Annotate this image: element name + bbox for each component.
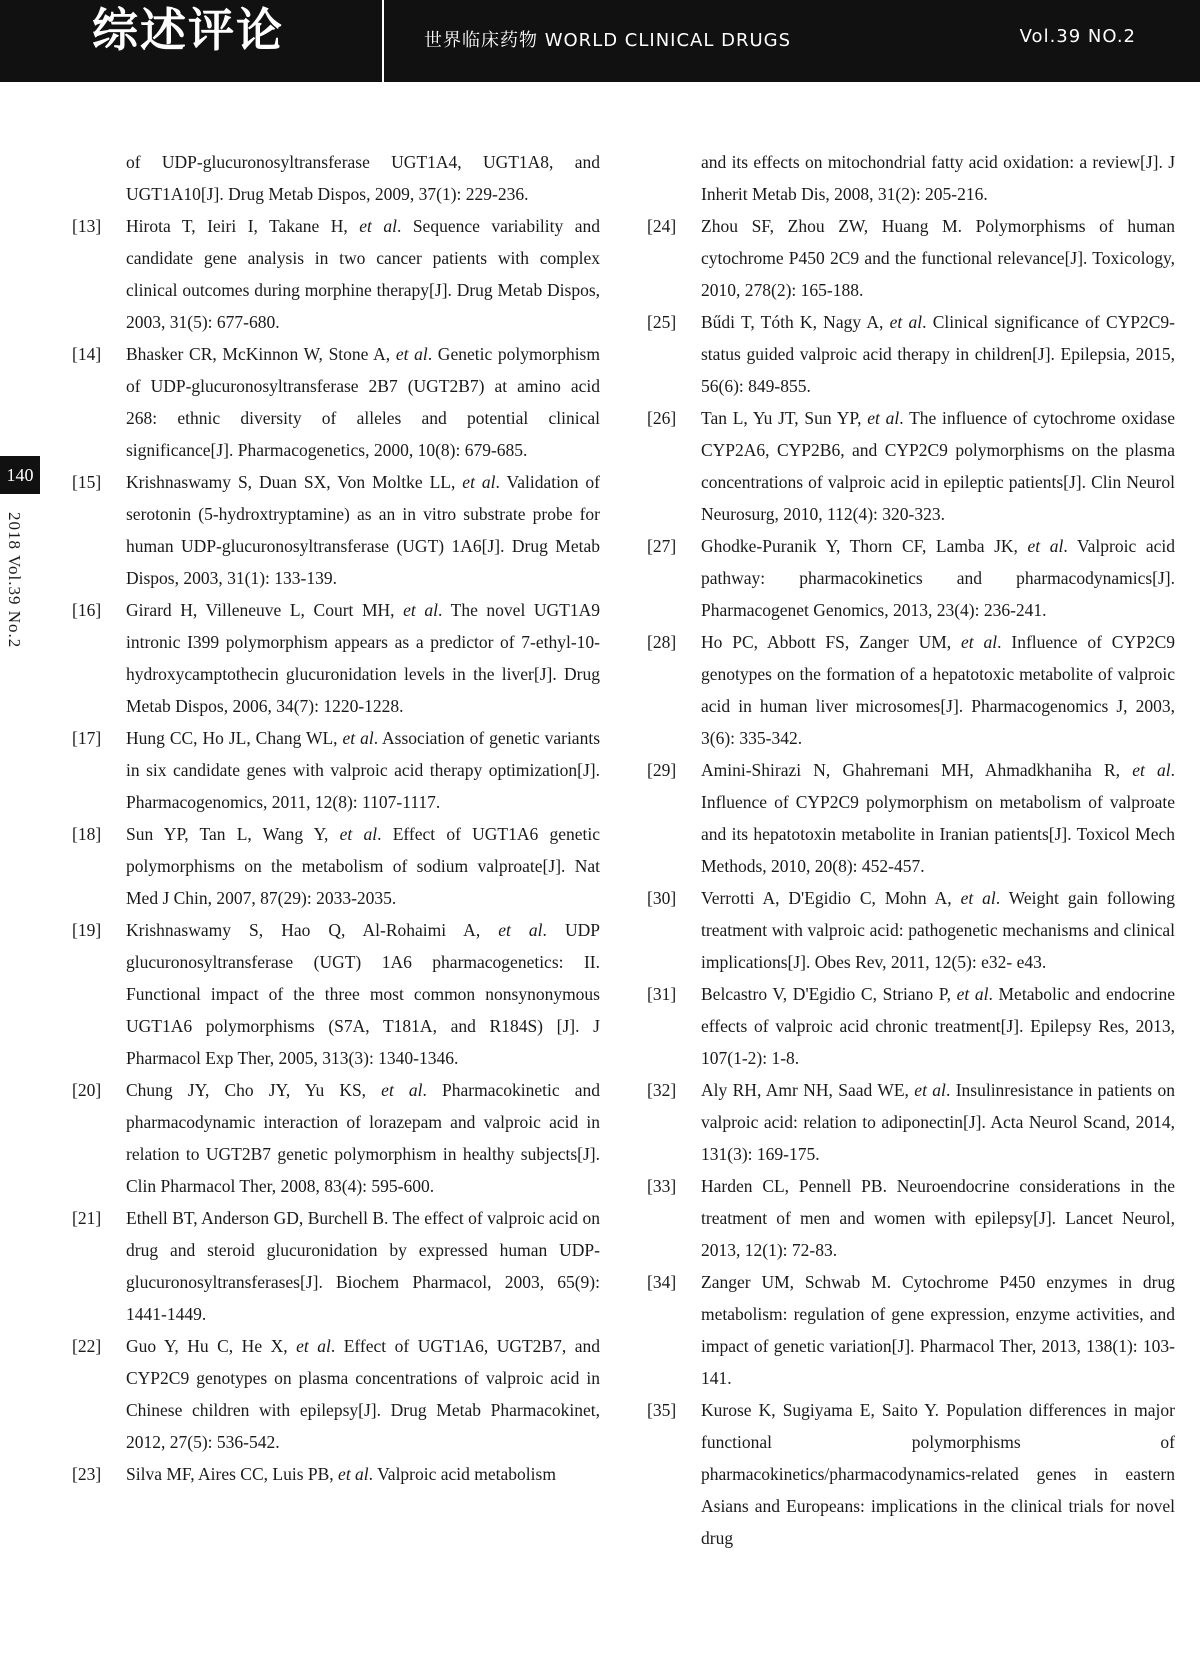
reference-citation: . Insulinresistance in patients on valproic acid: relation to adiponectin[J]. Acta Neurol Scand, 2014, 131(3): 169-175.: [701, 1080, 1175, 1164]
reference-citation: . Influence of CYP2C9 genotypes on the formation of a hepatotoxic metabolite of valproic acid in human liver microsomes[J]. Pharmacogenomics J, 2003, 3(6): 335-342.: [701, 632, 1175, 748]
issue-side-label: 2018 Vol.39 No.2: [5, 512, 24, 649]
reference-authors: Sun YP, Tan L, Wang Y,: [126, 824, 340, 844]
reference-citation: . Association of genetic variants in six candidate genes with valproic acid therapy optimization[J]. Pharmacogenomics, 2011, 12(8): 1107-1117.: [126, 728, 600, 812]
reference-number: [23]: [72, 1464, 102, 1484]
reference-authors: Ho PC, Abbott FS, Zanger UM,: [701, 632, 962, 652]
reference-authors: Krishnaswamy S, Hao Q, Al-Rohaimi A,: [126, 920, 499, 940]
reference-authors: Krishnaswamy S, Duan SX, Von Moltke LL,: [126, 472, 463, 492]
reference-item: [72, 338, 600, 466]
reference-item: [647, 306, 1175, 402]
reference-authors: Amini-Shirazi N, Ghahremani MH, Ahmadkhaniha R,: [701, 760, 1133, 780]
et-al-text: et al: [339, 824, 378, 844]
reference-citation: . Influence of CYP2C9 polymorphism on metabolism of valproate and its hepatotoxin metabolite in Iranian patients[J]. Toxicol Mech Methods, 2010, 20(8): 452-457.: [701, 760, 1175, 876]
reference-authors: Chung JY, Cho JY, Yu KS,: [126, 1080, 382, 1100]
reference-citation: . Weight gain following treatment with valproic acid: pathogenetic mechanisms and clinical implications[J]. Obes Rev, 2011, 12(5): e32- e43.: [701, 888, 1175, 972]
reference-text: [701, 402, 1175, 530]
reference-item: [72, 594, 600, 722]
reference-text: [126, 1074, 600, 1202]
reference-item: [647, 1394, 1175, 1554]
reference-number: [20]: [72, 1080, 102, 1100]
reference-authors: Hung CC, Ho JL, Chang WL,: [126, 728, 343, 748]
reference-number: [25]: [647, 312, 677, 332]
et-al-text: et al: [867, 408, 900, 428]
reference-text: [126, 210, 600, 338]
reference-item: [647, 882, 1175, 978]
reference-number: [33]: [647, 1176, 677, 1196]
reference-text: [701, 1170, 1175, 1266]
reference-authors: Tan L, Yu JT, Sun YP,: [701, 408, 868, 428]
reference-text: [126, 1202, 600, 1330]
reference-text: [701, 978, 1175, 1074]
reference-item: [647, 1266, 1175, 1394]
reference-text: [701, 754, 1175, 882]
reference-text: [701, 210, 1175, 306]
reference-citation: . Effect of UGT1A6 genetic polymorphisms on the metabolism of sodium valproate[J]. Nat Med J Chin, 2007, 87(29): 2033-2035.: [126, 824, 600, 908]
et-al-text: et al: [342, 728, 374, 748]
reference-authors: Harden CL, Pennell PB. Neuroendocrine considerations in the treatment of men and women with epilepsy[J]. Lancet Neurol, 2013, 12(1): 72-83.: [701, 1176, 1175, 1260]
reference-authors: Belcastro V, D'Egidio C, Striano P,: [701, 984, 957, 1004]
et-al-text: et al: [1027, 536, 1064, 556]
reference-citation: . Clinical significance of CYP2C9-status guided valproic acid therapy in children[J]. Epilepsia, 2015, 56(6): 849-855.: [701, 312, 1175, 396]
reference-item: [647, 210, 1175, 306]
reference-item: [647, 530, 1175, 626]
reference-item: [647, 402, 1175, 530]
section-title: 综述评论: [92, 3, 284, 57]
et-al-text: et al: [381, 1080, 423, 1100]
reference-number: [27]: [647, 536, 677, 556]
reference-number: [17]: [72, 728, 102, 748]
reference-number: [19]: [72, 920, 102, 940]
reference-text: [126, 1458, 600, 1490]
reference-number: [18]: [72, 824, 102, 844]
reference-authors: Silva MF, Aires CC, Luis PB,: [126, 1464, 339, 1484]
reference-authors: Ethell BT, Anderson GD, Burchell B. The effect of valproic acid on drug and steroid glucuronidation by expressed human UDP-glucuronosyltransferases[J]. Biochem Pharmacol, 2003, 65(9): 1441-1449.: [126, 1208, 600, 1324]
reference-item: [72, 914, 600, 1074]
et-al-text: et al: [956, 984, 989, 1004]
reference-authors: Zhou SF, Zhou ZW, Huang M. Polymorphisms of human cytochrome P450 2C9 and the functional relevance[J]. Toxicology, 2010, 278(2): 165-188.: [701, 216, 1175, 300]
reference-item: [72, 466, 600, 594]
reference-continuation: [647, 146, 1175, 210]
reference-citation: . The novel UGT1A9 intronic I399 polymorphism appears as a predictor of 7-ethyl-10-hydroxycamptothecin glucuronidation levels in the liver[J]. Drug Metab Dispos, 2006, 34(7): 1220-1228.: [126, 600, 601, 716]
reference-item: [72, 1202, 600, 1330]
et-al-text: et al: [359, 216, 397, 236]
reference-text: [701, 1394, 1175, 1554]
reference-number: [22]: [72, 1336, 102, 1356]
reference-number: [13]: [72, 216, 102, 236]
reference-item: [72, 1330, 600, 1458]
et-al-text: et al: [889, 312, 923, 332]
reference-authors: Verrotti A, D'Egidio C, Mohn A,: [701, 888, 961, 908]
reference-authors: Zanger UM, Schwab M. Cytochrome P450 enzymes in drug metabolism: regulation of gene expression, enzyme activities, and impact of genetic variation[J]. Pharmacol Ther, 2013, 138(1): 103-141.: [701, 1272, 1175, 1388]
reference-text: [701, 530, 1175, 626]
reference-number: [32]: [647, 1080, 677, 1100]
reference-authors: Bűdi T, Tóth K, Nagy A,: [701, 312, 890, 332]
reference-text: [126, 1330, 600, 1458]
reference-number: [34]: [647, 1272, 677, 1292]
reference-authors: Aly RH, Amr NH, Saad WE,: [701, 1080, 915, 1100]
reference-number: [16]: [72, 600, 102, 620]
reference-text: [701, 1074, 1175, 1170]
reference-text: [126, 338, 600, 466]
reference-authors: Kurose K, Sugiyama E, Saito Y. Population differences in major functional polymorphisms of pharmacokinetics/pharmacodynamics-related genes in eastern Asians and Europeans: implications in the clinical trials for novel drug: [701, 1400, 1175, 1548]
reference-authors: Hirota T, Ieiri I, Takane H,: [126, 216, 360, 236]
et-al-text: et al: [395, 344, 428, 364]
reference-item: [72, 1458, 600, 1490]
reference-citation: . Pharmacokinetic and pharmacodynamic interaction of lorazepam and valproic acid in relation to UGT2B7 genetic polymorphism in healthy subjects[J]. Clin Pharmacol Ther, 2008, 83(4): 595-600.: [126, 1080, 600, 1196]
et-al-text: et al: [338, 1464, 369, 1484]
reference-citation: . UDP glucuronosyltransferase (UGT) 1A6 pharmacogenetics: II. Functional impact of the three most common nonsynonymous UGT1A6 polymorphisms (S7A, T181A, and R184S) [J]. J Pharmacol Exp Ther, 2005, 313(3): 1340-1346.: [126, 920, 600, 1068]
reference-item: [647, 754, 1175, 882]
reference-number: [15]: [72, 472, 102, 492]
reference-citation: . Valproic acid pathway: pharmacokinetics and pharmacodynamics[J]. Pharmacogenet Genomics, 2013, 23(4): 236-241.: [701, 536, 1175, 620]
reference-item: [72, 1074, 600, 1202]
reference-text: [701, 1266, 1175, 1394]
reference-item: [647, 1170, 1175, 1266]
reference-text: of UDP-glucuronosyltransferase UGT1A4, UGT1A8, and UGT1A10[J]. Drug Metab Dispos, 2009, 37(1): 229-236.: [126, 152, 600, 204]
et-al-text: et al: [960, 888, 996, 908]
reference-item: [647, 1074, 1175, 1170]
et-al-text: et al: [403, 600, 438, 620]
reference-text: [126, 818, 600, 914]
reference-text: [126, 914, 600, 1074]
reference-citation: . Metabolic and endocrine effects of valproic acid chronic treatment[J]. Epilepsy Res, 2013, 107(1-2): 1-8.: [701, 984, 1175, 1068]
reference-number: [30]: [647, 888, 677, 908]
reference-authors: Ghodke-Puranik Y, Thorn CF, Lamba JK,: [701, 536, 1028, 556]
reference-citation: . Sequence variability and candidate gene analysis in two cancer patients with complex clinical outcomes during morphine therapy[J]. Drug Metab Dispos, 2003, 31(5): 677-680.: [126, 216, 600, 332]
et-al-text: et al: [462, 472, 496, 492]
reference-list-right: [647, 210, 1175, 1554]
reference-number: [26]: [647, 408, 677, 428]
reference-number: [31]: [647, 984, 677, 1004]
reference-number: [24]: [647, 216, 677, 236]
reference-citation: . Effect of UGT1A6, UGT2B7, and CYP2C9 genotypes on plasma concentrations of valproic acid in Chinese children with epilepsy[J]. Drug Metab Pharmacokinet, 2012, 27(5): 536-542.: [126, 1336, 600, 1452]
et-al-text: et al: [1132, 760, 1171, 780]
reference-item: [72, 722, 600, 818]
reference-item: [647, 626, 1175, 754]
reference-authors: Girard H, Villeneuve L, Court MH,: [126, 600, 404, 620]
page-header: [0, 0, 1200, 82]
reference-list-left: [72, 210, 600, 1490]
reference-text: and its effects on mitochondrial fatty acid oxidation: a review[J]. J Inherit Metab Dis, 2008, 31(2): 205-216.: [701, 152, 1175, 204]
journal-name: 世界临床药物 WORLD CLINICAL DRUGS: [424, 30, 792, 51]
right-column: [647, 146, 1175, 1554]
reference-text: [701, 882, 1175, 978]
reference-text: [701, 306, 1175, 402]
reference-text: [126, 722, 600, 818]
reference-number: [28]: [647, 632, 677, 652]
et-al-text: et al: [961, 632, 998, 652]
reference-text: [126, 594, 600, 722]
et-al-text: et al: [296, 1336, 331, 1356]
reference-citation: . Genetic polymorphism of UDP-glucuronosyltransferase 2B7 (UGT2B7) at amino acid 268: ethnic diversity of alleles and potential clinical significance[J]. Pharmacogenetics, 2000, 10(8): 679-685.: [126, 344, 600, 460]
reference-item: [72, 818, 600, 914]
left-column: [72, 146, 600, 1490]
reference-number: [35]: [647, 1400, 677, 1420]
reference-text: [701, 626, 1175, 754]
reference-citation: . The influence of cytochrome oxidase CYP2A6, CYP2B6, and CYP2C9 polymorphisms on the plasma concentrations of valproic acid in epileptic patients[J]. Clin Neurol Neurosurg, 2010, 112(4): 320-323.: [701, 408, 1175, 524]
et-al-text: et al: [498, 920, 543, 940]
reference-authors: Bhasker CR, McKinnon W, Stone A,: [126, 344, 396, 364]
reference-number: [21]: [72, 1208, 102, 1228]
reference-text: [126, 466, 600, 594]
reference-citation: . Validation of serotonin (5-hydroxtryptamine) as an in vitro substrate probe for human UDP-glucuronosyltransferase (UGT) 1A6[J]. Drug Metab Dispos, 2003, 31(1): 133-139.: [126, 472, 600, 588]
page-number: 140: [0, 456, 40, 494]
reference-item: [72, 210, 600, 338]
reference-continuation: [72, 146, 600, 210]
reference-citation: . Valproic acid metabolism: [368, 1464, 556, 1484]
reference-item: [647, 978, 1175, 1074]
reference-number: [14]: [72, 344, 102, 364]
reference-number: [29]: [647, 760, 677, 780]
reference-authors: Guo Y, Hu C, He X,: [126, 1336, 297, 1356]
et-al-text: et al: [914, 1080, 946, 1100]
volume-label: Vol.39 NO.2: [1019, 26, 1136, 47]
header-divider: [382, 0, 384, 82]
